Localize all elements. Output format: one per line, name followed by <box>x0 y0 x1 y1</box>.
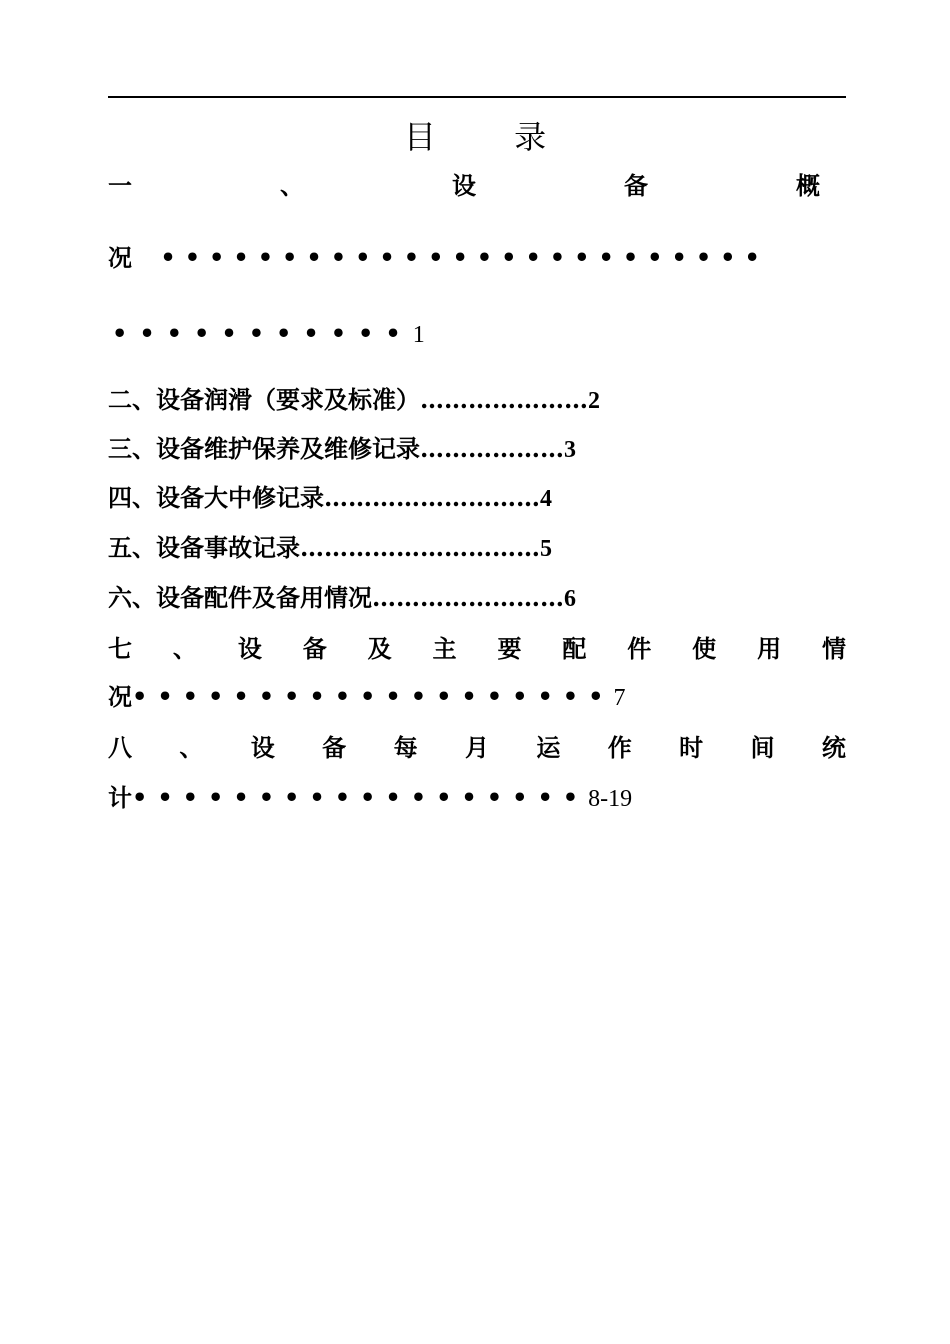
toc-item-2[interactable]: 二、设备润滑（要求及标准）…………………2 <box>108 385 600 414</box>
toc-item-6[interactable]: 六、设备配件及备用情况……………………6 <box>108 583 576 612</box>
toc-item-1-line2[interactable]: 况 ••••••••••••••••••••••••• <box>108 243 769 272</box>
toc-title: 目 录 <box>403 118 581 156</box>
toc-item-7-line1[interactable]: 七 、 设 备 及 主 要 配 件 使 用 情 <box>108 634 846 663</box>
toc-item-8-line2[interactable]: 计••••••••••••••••••8-19 <box>108 783 633 812</box>
toc-item-1-page: 1 <box>412 322 425 348</box>
toc-item-4[interactable]: 四、设备大中修记录………………………4 <box>108 483 552 512</box>
toc-item-1-line3[interactable]: •••••••••••1 <box>112 319 425 348</box>
toc-item-8-line1[interactable]: 八 、 设 备 每 月 运 作 时 间 统 <box>108 733 846 762</box>
toc-item-1-line1[interactable]: 一 、 设 备 概 <box>108 171 820 200</box>
toc-item-7-line2[interactable]: 况•••••••••••••••••••7 <box>108 682 626 711</box>
toc-item-3[interactable]: 三、设备维护保养及维修记录………………3 <box>108 434 576 463</box>
header-rule <box>108 96 846 98</box>
toc-item-5[interactable]: 五、设备事故记录…………………………5 <box>108 533 552 562</box>
